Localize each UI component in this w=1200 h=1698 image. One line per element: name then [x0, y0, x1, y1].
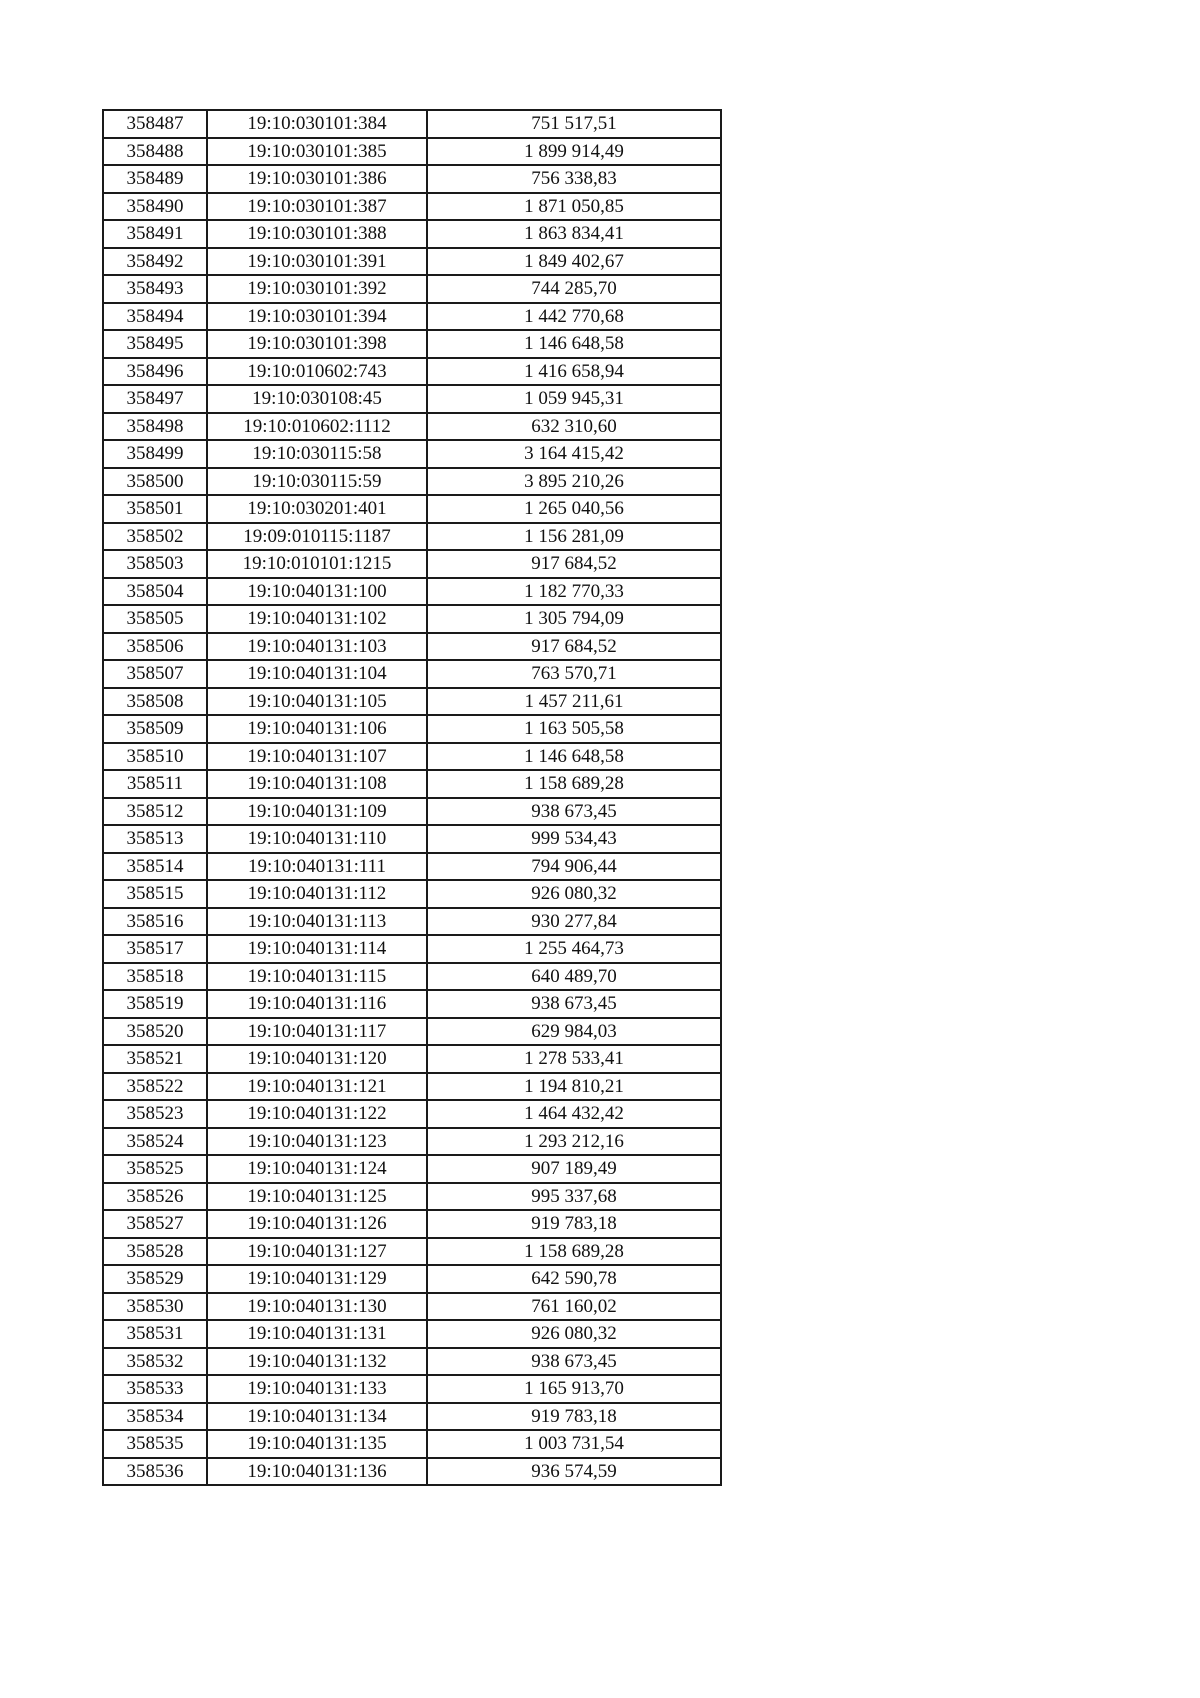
table-row: [103, 193, 721, 221]
row-number-cell: 358498: [103, 413, 207, 441]
row-number-cell: 358524: [103, 1128, 207, 1156]
row-number-cell: 358525: [103, 1155, 207, 1183]
cadastral-value-cell: 1 158 689,28: [427, 1238, 721, 1266]
row-number-cell: 358531: [103, 1320, 207, 1348]
table-row: [103, 413, 721, 441]
cadastral-value-cell: 926 080,32: [427, 880, 721, 908]
table-row: [103, 1073, 721, 1101]
table-row: [103, 330, 721, 358]
cadastral-value-cell: 1 464 432,42: [427, 1100, 721, 1128]
table-row: [103, 770, 721, 798]
table-row: [103, 605, 721, 633]
cadastral-value-cell: 919 783,18: [427, 1210, 721, 1238]
row-number-cell: 358495: [103, 330, 207, 358]
table-row: [103, 1018, 721, 1046]
cadastral-number-cell: 19:10:040131:125: [207, 1183, 427, 1211]
cadastral-value-cell: 919 783,18: [427, 1403, 721, 1431]
row-number-cell: 358530: [103, 1293, 207, 1321]
table-row: [103, 633, 721, 661]
cadastral-value-cell: 1 265 040,56: [427, 495, 721, 523]
table-row: [103, 1183, 721, 1211]
row-number-cell: 358513: [103, 825, 207, 853]
row-number-cell: 358488: [103, 138, 207, 166]
cadastral-value-cell: 1 165 913,70: [427, 1375, 721, 1403]
cadastral-number-cell: 19:10:040131:127: [207, 1238, 427, 1266]
row-number-cell: 358494: [103, 303, 207, 331]
row-number-cell: 358517: [103, 935, 207, 963]
row-number-cell: 358528: [103, 1238, 207, 1266]
row-number-cell: 358499: [103, 440, 207, 468]
cadastral-number-cell: 19:10:030101:386: [207, 165, 427, 193]
table-row: [103, 660, 721, 688]
table-row: [103, 1293, 721, 1321]
table-row: [103, 1155, 721, 1183]
table-row: [103, 1403, 721, 1431]
row-number-cell: 358526: [103, 1183, 207, 1211]
table-row: [103, 963, 721, 991]
table-row: [103, 440, 721, 468]
row-number-cell: 358489: [103, 165, 207, 193]
cadastral-value-cell: 930 277,84: [427, 908, 721, 936]
cadastral-number-cell: 19:10:040131:107: [207, 743, 427, 771]
cadastral-value-cell: 632 310,60: [427, 413, 721, 441]
table-row: [103, 468, 721, 496]
cadastral-value-cell: 642 590,78: [427, 1265, 721, 1293]
cadastral-value-cell: 761 160,02: [427, 1293, 721, 1321]
cadastral-value-cell: 917 684,52: [427, 550, 721, 578]
table-row: [103, 1430, 721, 1458]
cadastral-value-cell: 3 895 210,26: [427, 468, 721, 496]
cadastral-value-cell: 907 189,49: [427, 1155, 721, 1183]
table-row: [103, 1128, 721, 1156]
cadastral-number-cell: 19:10:030101:391: [207, 248, 427, 276]
table-row: [103, 990, 721, 1018]
row-number-cell: 358500: [103, 468, 207, 496]
table-row: [103, 1100, 721, 1128]
cadastral-value-cell: 926 080,32: [427, 1320, 721, 1348]
cadastral-value-cell: 1 871 050,85: [427, 193, 721, 221]
cadastral-value-cell: 1 059 945,31: [427, 385, 721, 413]
row-number-cell: 358501: [103, 495, 207, 523]
cadastral-number-cell: 19:10:040131:102: [207, 605, 427, 633]
cadastral-number-cell: 19:10:030108:45: [207, 385, 427, 413]
cadastral-number-cell: 19:10:030201:401: [207, 495, 427, 523]
cadastral-number-cell: 19:10:040131:122: [207, 1100, 427, 1128]
table-row: [103, 880, 721, 908]
row-number-cell: 358503: [103, 550, 207, 578]
table-row: [103, 1238, 721, 1266]
cadastral-value-cell: 794 906,44: [427, 853, 721, 881]
row-number-cell: 358493: [103, 275, 207, 303]
row-number-cell: 358491: [103, 220, 207, 248]
table-row: [103, 495, 721, 523]
cadastral-value-cell: 1 158 689,28: [427, 770, 721, 798]
table-row: [103, 798, 721, 826]
table-row: [103, 908, 721, 936]
cadastral-number-cell: 19:10:040131:111: [207, 853, 427, 881]
row-number-cell: 358490: [103, 193, 207, 221]
cadastral-value-cell: 1 003 731,54: [427, 1430, 721, 1458]
table-row: [103, 1045, 721, 1073]
table-row: [103, 935, 721, 963]
cadastral-number-cell: 19:10:030101:387: [207, 193, 427, 221]
cadastral-number-cell: 19:10:040131:110: [207, 825, 427, 853]
cadastral-value-cell: 999 534,43: [427, 825, 721, 853]
table-row: [103, 110, 721, 138]
table-row: [103, 825, 721, 853]
row-number-cell: 358520: [103, 1018, 207, 1046]
cadastral-value-cell: 917 684,52: [427, 633, 721, 661]
cadastral-value-cell: 1 442 770,68: [427, 303, 721, 331]
cadastral-value-cell: 936 574,59: [427, 1458, 721, 1486]
cadastral-value-cell: 744 285,70: [427, 275, 721, 303]
row-number-cell: 358512: [103, 798, 207, 826]
cadastral-value-cell: 1 255 464,73: [427, 935, 721, 963]
row-number-cell: 358534: [103, 1403, 207, 1431]
table-row: [103, 165, 721, 193]
table-row: [103, 138, 721, 166]
cadastral-value-cell: 1 156 281,09: [427, 523, 721, 551]
cadastral-number-cell: 19:10:040131:105: [207, 688, 427, 716]
cadastral-value-table: [102, 109, 722, 1486]
row-number-cell: 358511: [103, 770, 207, 798]
cadastral-number-cell: 19:10:040131:126: [207, 1210, 427, 1238]
cadastral-value-cell: 1 457 211,61: [427, 688, 721, 716]
table-row: [103, 1210, 721, 1238]
row-number-cell: 358492: [103, 248, 207, 276]
table-row: [103, 385, 721, 413]
table-row: [103, 1320, 721, 1348]
table-row: [103, 688, 721, 716]
cadastral-value-cell: 763 570,71: [427, 660, 721, 688]
cadastral-value-cell: 640 489,70: [427, 963, 721, 991]
row-number-cell: 358497: [103, 385, 207, 413]
cadastral-number-cell: 19:10:030115:59: [207, 468, 427, 496]
cadastral-value-cell: 938 673,45: [427, 990, 721, 1018]
cadastral-number-cell: 19:10:040131:114: [207, 935, 427, 963]
cadastral-value-cell: 1 146 648,58: [427, 743, 721, 771]
row-number-cell: 358510: [103, 743, 207, 771]
row-number-cell: 358487: [103, 110, 207, 138]
cadastral-number-cell: 19:10:040131:131: [207, 1320, 427, 1348]
row-number-cell: 358535: [103, 1430, 207, 1458]
cadastral-value-cell: 1 163 505,58: [427, 715, 721, 743]
row-number-cell: 358523: [103, 1100, 207, 1128]
cadastral-number-cell: 19:10:040131:109: [207, 798, 427, 826]
row-number-cell: 358532: [103, 1348, 207, 1376]
cadastral-number-cell: 19:10:030101:398: [207, 330, 427, 358]
cadastral-number-cell: 19:10:030101:394: [207, 303, 427, 331]
table-body: [103, 110, 721, 1485]
cadastral-value-cell: 1 305 794,09: [427, 605, 721, 633]
cadastral-number-cell: 19:10:010602:1112: [207, 413, 427, 441]
table-row: [103, 578, 721, 606]
cadastral-value-cell: 629 984,03: [427, 1018, 721, 1046]
cadastral-number-cell: 19:10:040131:135: [207, 1430, 427, 1458]
row-number-cell: 358529: [103, 1265, 207, 1293]
cadastral-number-cell: 19:10:030101:385: [207, 138, 427, 166]
row-number-cell: 358508: [103, 688, 207, 716]
table-row: [103, 550, 721, 578]
cadastral-number-cell: 19:10:040131:112: [207, 880, 427, 908]
cadastral-number-cell: 19:10:040131:121: [207, 1073, 427, 1101]
cadastral-number-cell: 19:10:040131:123: [207, 1128, 427, 1156]
cadastral-value-cell: 995 337,68: [427, 1183, 721, 1211]
cadastral-number-cell: 19:10:040131:129: [207, 1265, 427, 1293]
cadastral-value-cell: 756 338,83: [427, 165, 721, 193]
row-number-cell: 358527: [103, 1210, 207, 1238]
row-number-cell: 358533: [103, 1375, 207, 1403]
cadastral-number-cell: 19:10:010602:743: [207, 358, 427, 386]
cadastral-number-cell: 19:10:040131:117: [207, 1018, 427, 1046]
row-number-cell: 358505: [103, 605, 207, 633]
table-row: [103, 853, 721, 881]
cadastral-value-cell: 1 194 810,21: [427, 1073, 721, 1101]
cadastral-value-cell: 1 146 648,58: [427, 330, 721, 358]
cadastral-number-cell: 19:10:030115:58: [207, 440, 427, 468]
table-row: [103, 743, 721, 771]
cadastral-value-cell: 938 673,45: [427, 1348, 721, 1376]
row-number-cell: 358536: [103, 1458, 207, 1486]
cadastral-number-cell: 19:10:030101:392: [207, 275, 427, 303]
cadastral-number-cell: 19:10:040131:133: [207, 1375, 427, 1403]
cadastral-value-cell: 3 164 415,42: [427, 440, 721, 468]
cadastral-value-cell: 938 673,45: [427, 798, 721, 826]
cadastral-number-cell: 19:09:010115:1187: [207, 523, 427, 551]
row-number-cell: 358502: [103, 523, 207, 551]
cadastral-number-cell: 19:10:040131:103: [207, 633, 427, 661]
cadastral-number-cell: 19:10:040131:116: [207, 990, 427, 1018]
table-row: [103, 1458, 721, 1486]
cadastral-number-cell: 19:10:040131:130: [207, 1293, 427, 1321]
table-row: [103, 248, 721, 276]
table-row: [103, 220, 721, 248]
row-number-cell: 358496: [103, 358, 207, 386]
table-row: [103, 523, 721, 551]
table-row: [103, 1375, 721, 1403]
table-row: [103, 358, 721, 386]
table-row: [103, 1265, 721, 1293]
cadastral-number-cell: 19:10:040131:120: [207, 1045, 427, 1073]
table-row: [103, 1348, 721, 1376]
table-row: [103, 303, 721, 331]
cadastral-number-cell: 19:10:040131:100: [207, 578, 427, 606]
cadastral-value-cell: 1 849 402,67: [427, 248, 721, 276]
cadastral-value-cell: 1 293 212,16: [427, 1128, 721, 1156]
cadastral-number-cell: 19:10:010101:1215: [207, 550, 427, 578]
cadastral-value-cell: 1 416 658,94: [427, 358, 721, 386]
row-number-cell: 358521: [103, 1045, 207, 1073]
cadastral-value-cell: 1 899 914,49: [427, 138, 721, 166]
cadastral-value-cell: 1 278 533,41: [427, 1045, 721, 1073]
cadastral-number-cell: 19:10:030101:384: [207, 110, 427, 138]
cadastral-number-cell: 19:10:040131:124: [207, 1155, 427, 1183]
row-number-cell: 358518: [103, 963, 207, 991]
cadastral-number-cell: 19:10:040131:113: [207, 908, 427, 936]
table-row: [103, 715, 721, 743]
row-number-cell: 358515: [103, 880, 207, 908]
row-number-cell: 358507: [103, 660, 207, 688]
table-row: [103, 275, 721, 303]
cadastral-number-cell: 19:10:040131:136: [207, 1458, 427, 1486]
row-number-cell: 358522: [103, 1073, 207, 1101]
row-number-cell: 358506: [103, 633, 207, 661]
cadastral-number-cell: 19:10:030101:388: [207, 220, 427, 248]
row-number-cell: 358504: [103, 578, 207, 606]
cadastral-value-cell: 1 863 834,41: [427, 220, 721, 248]
cadastral-number-cell: 19:10:040131:108: [207, 770, 427, 798]
cadastral-number-cell: 19:10:040131:106: [207, 715, 427, 743]
row-number-cell: 358519: [103, 990, 207, 1018]
cadastral-number-cell: 19:10:040131:134: [207, 1403, 427, 1431]
cadastral-value-cell: 1 182 770,33: [427, 578, 721, 606]
row-number-cell: 358514: [103, 853, 207, 881]
cadastral-number-cell: 19:10:040131:132: [207, 1348, 427, 1376]
cadastral-number-cell: 19:10:040131:104: [207, 660, 427, 688]
row-number-cell: 358516: [103, 908, 207, 936]
cadastral-number-cell: 19:10:040131:115: [207, 963, 427, 991]
row-number-cell: 358509: [103, 715, 207, 743]
cadastral-value-cell: 751 517,51: [427, 110, 721, 138]
